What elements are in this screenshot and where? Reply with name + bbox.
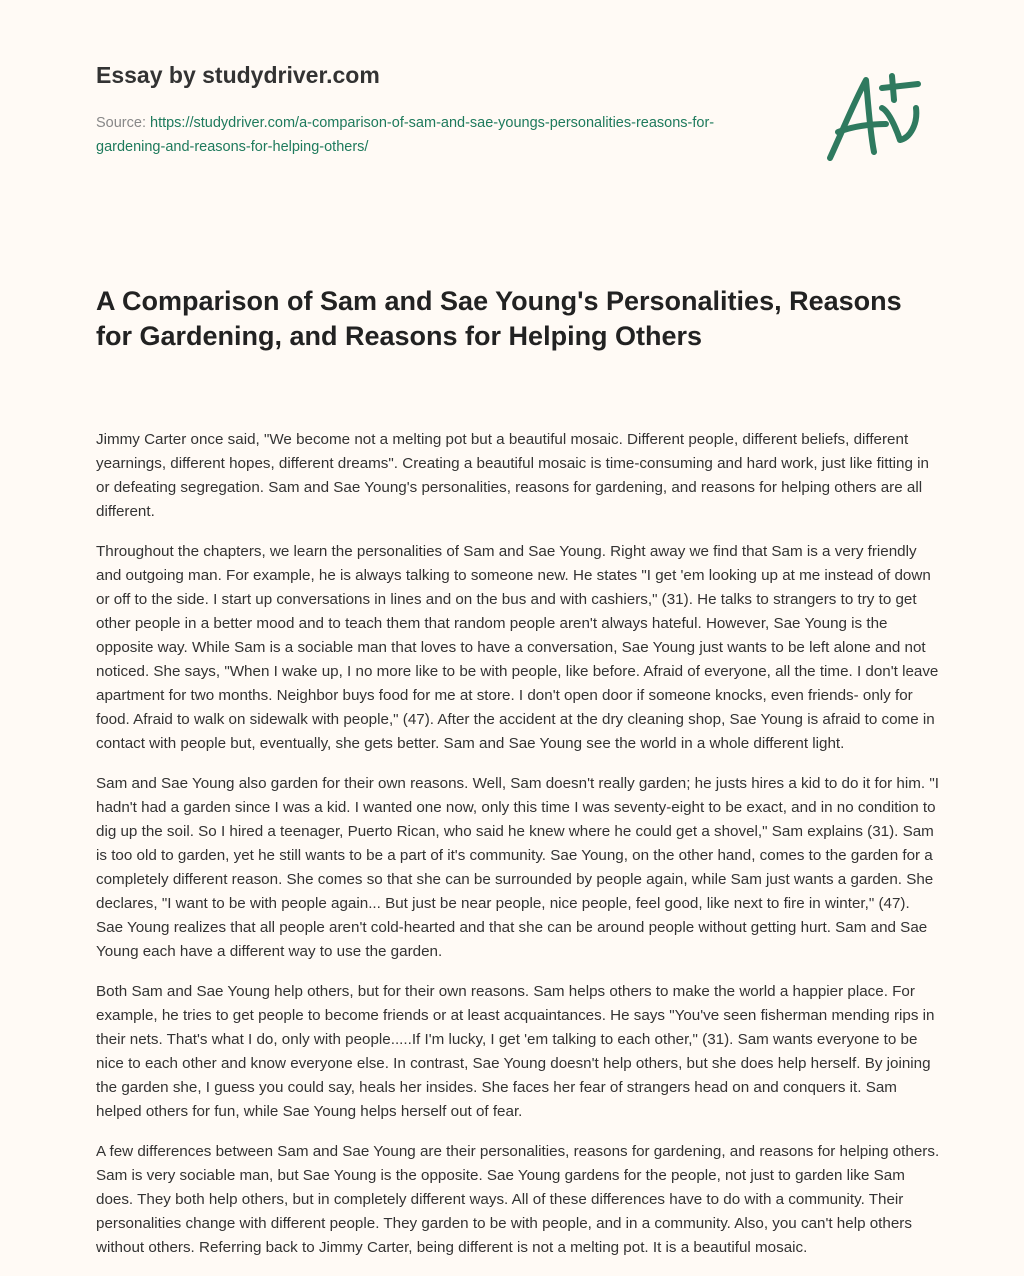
source-line [96,111,776,159]
a-plus-logo-icon [820,72,930,164]
source-label: Source: [96,115,150,131]
source-link[interactable]: https://studydriver.com/a-comparison-of-sam-and-sae-youngs-personalities-reasons-for-gardening-and-reasons-for-helping-others/ [96,115,715,155]
paragraph: A few differences between Sam and Sae Young are their personalities, reasons for gardening, and reasons for helping others. Sam is very sociable man, but Sae Young is the opposite. Sae Young gardens for the people, not just to garden like Sam does. They both help others, but in completely different ways. All of these differences have to do with a community. Their personalities change with different people. They garden to be with people, and in a community. Also, you can't help others without others. Referring back to Jimmy Carter, being different is not a melting pot. It is a beautiful mosaic. [96,1143,940,1256]
article-body [96,428,940,1276]
article-title: A Comparison of Sam and Sae Young's Personalities, Reasons for Gardening, and Reasons for Helping Others [96,286,902,351]
site-title: Essay by studydriver.com [96,62,380,88]
paragraph: Sam and Sae Young also garden for their own reasons. Well, Sam doesn't really garden; he justs hires a kid to do it for him. "I hadn't had a garden since I was a kid. I wanted one now, only this time I was seventy-eight to be exact, and in no condition to dig up the soil. So I hired a teenager, Puerto Rican, who said he knew where he could get a shovel," Sam explains (31). Sam is too old to garden, yet he still wants to be a part of it's community. Sae Young, on the other hand, comes to the garden for a completely different reason. She comes so that she can be surrounded by people again, while Sam just wants a garden. She declares, "I want to be with people again... But just be near people, nice people, feel good, like next to fire in winter," (47). Sae Young realizes that all people aren't cold-hearted and that she can be around people without getting hurt. Sam and Sae Young each have a different way to use the garden. [96,775,939,960]
paragraph: Both Sam and Sae Young help others, but for their own reasons. Sam helps others to make the world a happier place. For example, he tries to get people to become friends or at least acquaintances. He says "You've seen fisherman mending rips in their nets. That's what I do, only with people.....If I'm lucky, I get 'em talking to each other," (31). Sam wants everyone to be nice to each other and know everyone else. In contrast, Sae Young doesn't help others, but she does help herself. By joining the garden she, I guess you could say, heals her insides. She faces her fear of strangers head on and conquers it. Sam helped others for fun, while Sae Young helps herself out of fear. [96,983,935,1120]
paragraph: Throughout the chapters, we learn the personalities of Sam and Sae Young. Right away we find that Sam is a very friendly and outgoing man. For example, he is always talking to someone new. He states "I get 'em looking up at me instead of down or off to the side. I start up conversations in lines and on the bus and with cashiers," (31). He talks to strangers to try to get other people in a better mood and to teach them that random people aren't always hateful. However, Sae Young is the opposite way. While Sam is a sociable man that loves to have a conversation, Sae Young just wants to be left alone and not noticed. She says, "When I wake up, I no more like to be with people, like before. Afraid of everyone, all the time. I don't leave apartment for two months. Neighbor buys food for me at store. I don't open door if someone knocks, even friends- only for food. Afraid to walk on sidewalk with people," (47). After the accident at the dry cleaning shop, Sae Young is afraid to come in contact with people but, eventually, she gets better. Sam and Sae Young see the world in a whole different light. [96,543,939,752]
paragraph: Jimmy Carter once said, "We become not a melting pot but a beautiful mosaic. Different people, different beliefs, different yearnings, different hopes, different dreams". Creating a beautiful mosaic is time-consuming and hard work, just like fitting in or defeating segregation. Sam and Sae Young's personalities, reasons for gardening, and reasons for helping others are all different. [96,431,929,520]
